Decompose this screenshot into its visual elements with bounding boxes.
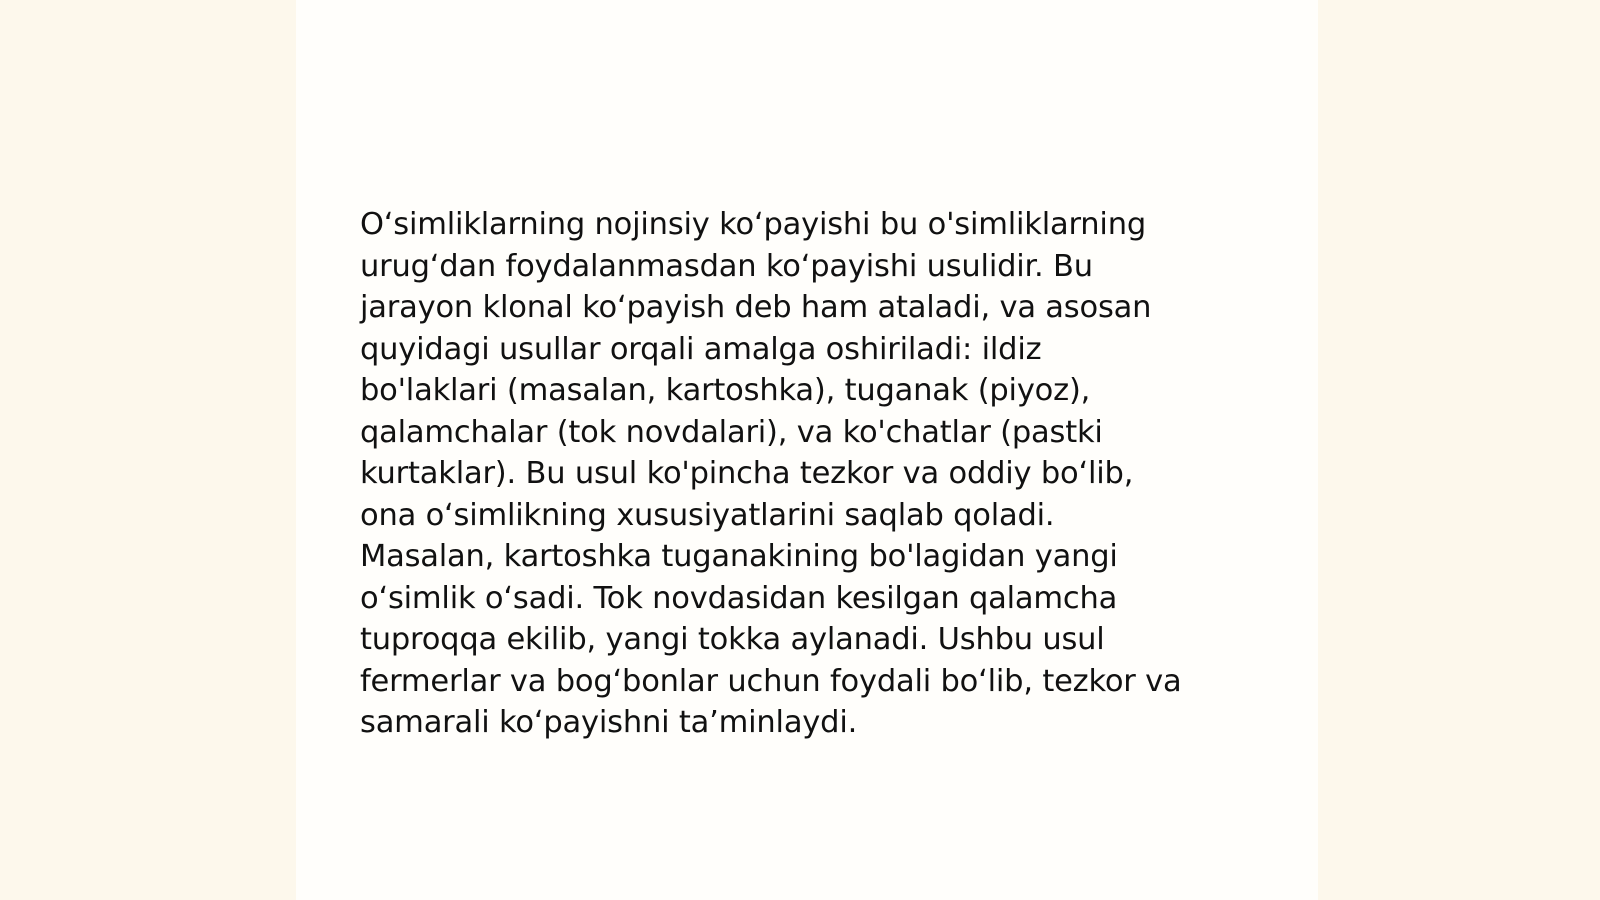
- slide: [296, 0, 1318, 900]
- body-line: qalamchalar (tok novdalari), va ko'chatlar (pastki: [360, 414, 1103, 450]
- body-line: ona o‘simlikning xususiyatlarini saqlab qoladi.: [360, 497, 1055, 533]
- body-line: tuproqqa ekilib, yangi tokka aylanadi. Ushbu usul: [360, 622, 1105, 657]
- body-line: o‘simlik o‘sadi. Tok novdasidan kesilgan qalamcha: [360, 580, 1118, 616]
- slide-body-text: [360, 204, 1260, 744]
- body-line: fermerlar va bog‘bonlar uchun foydali bo‘lib, tezkor va: [360, 663, 1182, 699]
- body-line: kurtaklar). Bu usul ko'pincha tezkor va oddiy bo‘lib,: [360, 456, 1134, 491]
- body-line: urug‘dan foydalanmasdan ko‘payishi usulidir. Bu: [360, 248, 1093, 284]
- body-line: O‘simliklarning nojinsiy ko‘payishi bu o'simliklarning: [360, 207, 1146, 242]
- body-line: jarayon klonal ko‘payish deb ham ataladi, va asosan: [360, 290, 1152, 325]
- body-line: quyidagi usullar orqali amalga oshiriladi: ildiz: [360, 331, 1042, 367]
- body-line: Masalan, kartoshka tuganakining bo'lagidan yangi: [360, 539, 1118, 574]
- body-line: samarali ko‘payishni ta’minlaydi.: [360, 705, 858, 740]
- body-line: bo'laklari (masalan, kartoshka), tuganak (piyoz),: [360, 373, 1091, 408]
